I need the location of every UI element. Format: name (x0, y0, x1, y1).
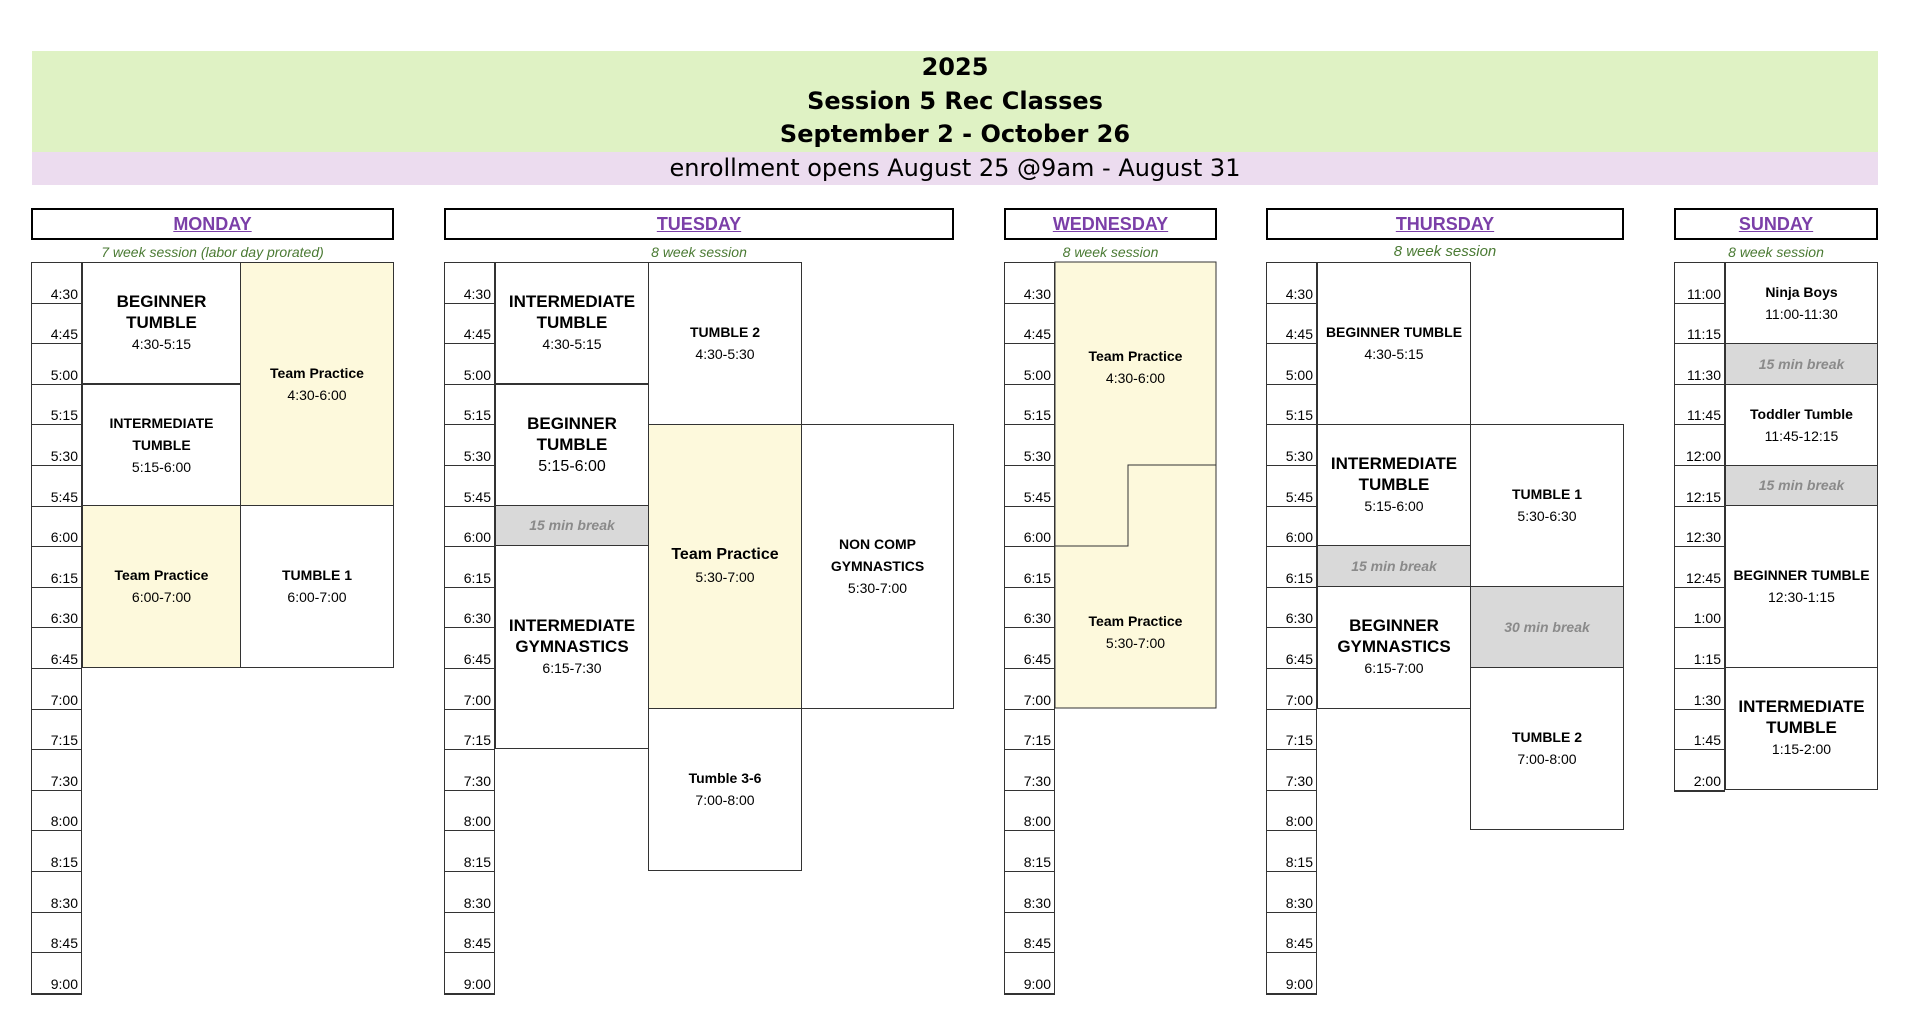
time-slot (1005, 344, 1054, 385)
class-block[interactable] (495, 262, 649, 384)
class-time: 5:30-7:00 (847, 580, 908, 596)
session-note-sunday: 8 week session (1728, 244, 1824, 260)
time-label: 11:30 (1687, 366, 1721, 383)
class-time: 5:30-7:00 (1105, 634, 1166, 651)
time-slot (1267, 466, 1316, 507)
time-slot (1267, 263, 1316, 304)
time-slot (32, 669, 81, 710)
time-slot (1005, 628, 1054, 669)
time-slot (32, 588, 81, 629)
day-header-tuesday: TUESDAY (444, 208, 954, 240)
time-label: 12:00 (1685, 447, 1721, 464)
class-block[interactable] (495, 545, 649, 749)
session-note-wednesday: 8 week session (1062, 244, 1159, 260)
schedule-title-banner (32, 51, 1878, 152)
time-slot (445, 628, 494, 669)
class-name: Toddler Tumble (1750, 405, 1853, 422)
time-column-monday (31, 262, 82, 995)
time-slot (1267, 425, 1316, 466)
class-time: 7:00-8:00 (695, 792, 755, 808)
time-slot (32, 466, 81, 507)
time-label: 5:00 (1023, 366, 1051, 383)
time-slot (1005, 913, 1054, 954)
time-column-sunday (1674, 262, 1725, 792)
class-block[interactable] (495, 384, 649, 506)
break-block (1725, 343, 1878, 385)
class-time: 4:30-5:15 (131, 335, 192, 352)
time-slot (1675, 547, 1724, 588)
time-slot (1267, 872, 1316, 913)
class-block[interactable] (1725, 262, 1878, 344)
class-time: 1:15-2:00 (1771, 741, 1832, 757)
time-label: 6:45 (1285, 650, 1313, 667)
time-column-thursday (1266, 262, 1317, 995)
time-label: 8:30 (463, 894, 491, 911)
time-slot (1267, 304, 1316, 345)
time-label: 5:15 (50, 407, 78, 424)
time-label: 5:30 (1285, 447, 1313, 464)
time-slot (32, 953, 81, 994)
enrollment-text: enrollment opens August 25 @9am - August 31 (669, 154, 1241, 182)
class-time: 6:00-7:00 (287, 589, 347, 605)
time-label: 7:30 (463, 772, 491, 789)
class-name: INTERMEDIATE TUMBLE (1330, 453, 1458, 494)
time-slot (1005, 669, 1054, 710)
time-label: 12:45 (1685, 569, 1721, 586)
time-label: 8:15 (50, 853, 78, 870)
class-name: INTERMEDIATE GYMNASTICS (508, 615, 636, 656)
time-label: 8:45 (463, 935, 491, 952)
time-slot (1005, 710, 1054, 751)
time-label: 4:45 (1023, 326, 1051, 343)
enrollment-banner (32, 152, 1878, 185)
break-label: 15 min break (1758, 355, 1845, 372)
time-slot (32, 304, 81, 345)
time-label: 8:45 (1023, 935, 1051, 952)
time-label: 7:30 (1285, 772, 1313, 789)
class-name: INTERMEDIATE TUMBLE (508, 291, 636, 332)
time-label: 4:45 (50, 326, 78, 343)
class-block[interactable] (1470, 667, 1624, 830)
time-slot (1005, 791, 1054, 832)
time-label: 8:30 (1285, 894, 1313, 911)
time-label: 5:45 (1023, 488, 1051, 505)
time-slot (1267, 588, 1316, 629)
time-slot (1675, 344, 1724, 385)
time-label: 5:30 (1023, 447, 1051, 464)
time-label: 7:00 (50, 691, 78, 708)
time-label: 6:00 (50, 529, 78, 546)
break-label: 30 min break (1504, 618, 1590, 635)
time-slot (1267, 831, 1316, 872)
time-label: 8:00 (1285, 813, 1313, 830)
time-label: 1:30 (1693, 691, 1721, 708)
class-name: INTERMEDIATE TUMBLE (1738, 697, 1865, 737)
class-name: TUMBLE 1 (1512, 486, 1582, 502)
day-header-wednesday: WEDNESDAY (1004, 208, 1217, 240)
time-label: 8:00 (1023, 813, 1051, 830)
time-slot (445, 466, 494, 507)
break-block (1470, 586, 1624, 668)
schedule-session: Session 5 Rec Classes (807, 86, 1103, 115)
class-time: 5:15-6:00 (131, 458, 192, 475)
time-label: 9:00 (50, 975, 78, 992)
time-slot (1675, 710, 1724, 751)
time-label: 9:00 (1285, 975, 1313, 992)
time-label: 7:00 (463, 691, 491, 708)
time-column-tuesday (444, 262, 495, 995)
time-slot (1005, 466, 1054, 507)
class-name: Tumble 3-6 (688, 770, 762, 786)
time-slot (445, 304, 494, 345)
time-label: 6:15 (463, 569, 491, 586)
time-slot (32, 425, 81, 466)
time-label: 4:30 (1285, 285, 1313, 302)
time-label: 6:30 (1285, 610, 1313, 627)
class-name: Team Practice (1088, 612, 1183, 629)
time-slot (445, 344, 494, 385)
time-label: 7:15 (50, 732, 78, 749)
time-label: 7:15 (1285, 732, 1313, 749)
team-practice-block[interactable] (240, 262, 394, 506)
break-block (495, 505, 649, 546)
class-name: BEGINNER TUMBLE (116, 291, 207, 332)
day-header-sunday: SUNDAY (1674, 208, 1878, 240)
time-slot (1005, 304, 1054, 345)
class-block[interactable] (801, 424, 954, 709)
time-label: 1:00 (1693, 610, 1721, 627)
time-label: 6:00 (1285, 529, 1313, 546)
time-slot (1267, 750, 1316, 791)
time-label: 8:15 (463, 853, 491, 870)
time-slot (1005, 507, 1054, 548)
class-time: 7:00-8:00 (1517, 751, 1577, 767)
class-name: BEGINNER TUMBLE (1733, 567, 1870, 583)
time-label: 4:45 (463, 326, 491, 343)
schedule-dates: September 2 - October 26 (779, 120, 1131, 148)
break-label: 15 min break (529, 517, 615, 533)
time-slot (32, 750, 81, 791)
class-block[interactable] (648, 262, 802, 425)
time-label: 7:15 (1023, 732, 1051, 749)
time-slot (1005, 385, 1054, 426)
time-slot (1675, 588, 1724, 629)
time-label: 11:00 (1687, 285, 1721, 302)
class-time: 11:00-11:30 (1765, 305, 1838, 322)
time-column-wednesday (1004, 262, 1055, 995)
time-label: 6:45 (1023, 650, 1051, 667)
time-slot (1267, 710, 1316, 751)
time-slot (1675, 385, 1724, 426)
time-label: 6:45 (50, 650, 78, 667)
class-block[interactable] (82, 262, 241, 384)
time-slot (1267, 913, 1316, 954)
time-slot (32, 507, 81, 548)
class-time: 6:15-7:00 (1364, 660, 1424, 676)
time-slot (445, 588, 494, 629)
time-slot (1675, 466, 1724, 507)
time-slot (32, 710, 81, 751)
time-label: 8:00 (463, 813, 491, 830)
time-label: 7:15 (463, 732, 491, 749)
time-slot (1675, 507, 1724, 548)
break-block (1725, 465, 1878, 506)
class-name: Team Practice (270, 364, 364, 381)
class-name: BEGINNER TUMBLE (527, 413, 617, 454)
time-slot (1005, 750, 1054, 791)
time-label: 5:00 (463, 366, 491, 383)
class-block[interactable] (1317, 424, 1471, 546)
class-name: NON COMP GYMNASTICS (830, 536, 925, 574)
time-slot (1005, 872, 1054, 913)
time-label: 6:00 (463, 529, 491, 546)
time-label: 7:00 (1023, 691, 1051, 708)
class-name: TUMBLE 2 (1512, 729, 1582, 745)
time-slot (32, 385, 81, 426)
time-slot (1267, 344, 1316, 385)
time-slot (32, 344, 81, 385)
class-time: 12:30-1:15 (1768, 589, 1835, 605)
time-label: 5:45 (1285, 488, 1313, 505)
class-time: 4:30-5:15 (542, 335, 602, 352)
time-label: 5:00 (1285, 366, 1313, 383)
class-name: TUMBLE 2 (690, 324, 760, 340)
class-block[interactable] (1317, 586, 1471, 709)
time-slot (1675, 669, 1724, 710)
schedule-year: 2025 (921, 53, 989, 81)
time-label: 4:30 (1023, 285, 1051, 302)
time-slot (1267, 547, 1316, 588)
class-block[interactable] (1725, 667, 1878, 790)
time-slot (1675, 628, 1724, 669)
time-label: 5:15 (463, 407, 491, 424)
time-slot (445, 831, 494, 872)
time-label: 11:15 (1687, 326, 1721, 343)
class-name: Team Practice (114, 567, 209, 583)
break-block (1317, 545, 1471, 587)
time-label: 6:30 (463, 610, 491, 627)
class-block[interactable] (82, 384, 241, 506)
time-label: 6:30 (1023, 610, 1051, 627)
time-label: 5:45 (463, 488, 491, 505)
class-block[interactable] (648, 708, 802, 871)
time-slot (445, 385, 494, 426)
time-slot (445, 872, 494, 913)
time-label: 8:45 (1285, 935, 1313, 952)
time-label: 4:30 (463, 285, 491, 302)
time-slot (32, 831, 81, 872)
time-slot (1675, 304, 1724, 345)
class-block[interactable] (1317, 262, 1471, 425)
session-note-tuesday: 8 week session (651, 244, 747, 260)
time-label: 8:15 (1285, 853, 1313, 870)
day-header-thursday: THURSDAY (1266, 208, 1624, 240)
day-header-monday: MONDAY (31, 208, 394, 240)
class-name: Ninja Boys (1765, 283, 1838, 300)
class-label (1055, 332, 1216, 402)
class-time: 4:30-6:00 (1105, 369, 1166, 386)
time-slot (1267, 628, 1316, 669)
time-slot (1005, 547, 1054, 588)
time-label: 6:15 (1023, 569, 1051, 586)
class-time: 5:30-7:00 (695, 569, 755, 585)
time-slot (1675, 425, 1724, 466)
class-block[interactable] (1725, 505, 1878, 668)
session-note-thursday: 8 week session (1393, 243, 1497, 260)
time-slot (445, 913, 494, 954)
time-slot (1005, 263, 1054, 304)
time-label: 8:00 (50, 813, 78, 830)
class-time: 11:45-12:15 (1764, 427, 1839, 444)
time-label: 6:30 (50, 610, 78, 627)
class-label (1055, 597, 1216, 667)
class-block[interactable] (240, 505, 394, 668)
time-slot (32, 628, 81, 669)
time-label: 4:30 (50, 285, 78, 302)
time-label: 12:30 (1685, 529, 1721, 546)
class-name: INTERMEDIATE TUMBLE (109, 414, 214, 453)
time-label: 9:00 (463, 975, 491, 992)
time-label: 12:15 (1685, 488, 1721, 505)
time-label: 5:15 (1285, 407, 1313, 424)
time-slot (1267, 385, 1316, 426)
time-slot (445, 547, 494, 588)
class-name: Team Practice (671, 546, 779, 563)
time-slot (1675, 263, 1724, 304)
time-slot (32, 791, 81, 832)
session-note-monday: 7 week session (labor day prorated) (101, 244, 324, 260)
break-label: 15 min break (1758, 477, 1845, 493)
time-slot (445, 791, 494, 832)
time-label: 5:45 (50, 488, 78, 505)
class-block[interactable] (1725, 384, 1878, 466)
time-label: 7:00 (1285, 691, 1313, 708)
time-label: 5:00 (50, 366, 78, 383)
time-slot (1005, 425, 1054, 466)
time-slot (1005, 588, 1054, 629)
time-label: 9:00 (1023, 975, 1051, 992)
time-label: 5:30 (50, 447, 78, 464)
time-slot (32, 913, 81, 954)
time-label: 6:15 (50, 569, 78, 586)
time-slot (32, 547, 81, 588)
time-label: 8:15 (1023, 853, 1051, 870)
time-label: 2:00 (1693, 772, 1721, 789)
class-name: BEGINNER GYMNASTICS (1337, 616, 1451, 656)
class-time: 4:30-5:15 (1364, 346, 1424, 362)
class-time: 5:15-6:00 (1364, 497, 1424, 514)
time-slot (1267, 791, 1316, 832)
class-time: 6:15-7:30 (542, 659, 602, 676)
time-label: 7:30 (1023, 772, 1051, 789)
break-label: 15 min break (1351, 557, 1437, 574)
time-slot (1005, 953, 1054, 994)
class-name: TUMBLE 1 (282, 567, 352, 583)
time-slot (445, 669, 494, 710)
class-time: 5:30-6:30 (1517, 508, 1577, 524)
time-slot (1267, 953, 1316, 994)
time-slot (1267, 669, 1316, 710)
time-label: 8:30 (1023, 894, 1051, 911)
team-practice-block[interactable] (648, 424, 802, 709)
time-label: 8:45 (50, 935, 78, 952)
time-slot (445, 953, 494, 994)
time-slot (1267, 507, 1316, 548)
time-slot (445, 263, 494, 304)
time-label: 8:30 (50, 894, 78, 911)
time-label: 5:30 (463, 447, 491, 464)
time-slot (445, 750, 494, 791)
time-label: 6:00 (1023, 529, 1051, 546)
class-time: 5:15-6:00 (538, 457, 606, 475)
time-label: 6:45 (463, 650, 491, 667)
class-time: 4:30-5:30 (695, 346, 755, 362)
time-label: 6:15 (1285, 569, 1313, 586)
class-block[interactable] (1470, 424, 1624, 587)
class-name: Team Practice (1088, 347, 1183, 364)
time-label: 7:30 (50, 772, 78, 789)
time-slot (32, 263, 81, 304)
time-label: 1:45 (1693, 732, 1721, 749)
time-label: 5:15 (1023, 407, 1051, 424)
time-slot (1675, 750, 1724, 791)
class-time: 4:30-6:00 (287, 386, 347, 403)
time-slot (445, 425, 494, 466)
time-label: 4:45 (1285, 326, 1313, 343)
class-name: BEGINNER TUMBLE (1325, 324, 1463, 340)
time-slot (445, 507, 494, 548)
class-time: 6:00-7:00 (131, 589, 192, 605)
time-slot (32, 872, 81, 913)
time-label: 1:15 (1693, 650, 1721, 667)
time-slot (445, 710, 494, 751)
time-label: 11:45 (1687, 407, 1721, 424)
time-slot (1005, 831, 1054, 872)
team-practice-block[interactable] (82, 505, 241, 668)
